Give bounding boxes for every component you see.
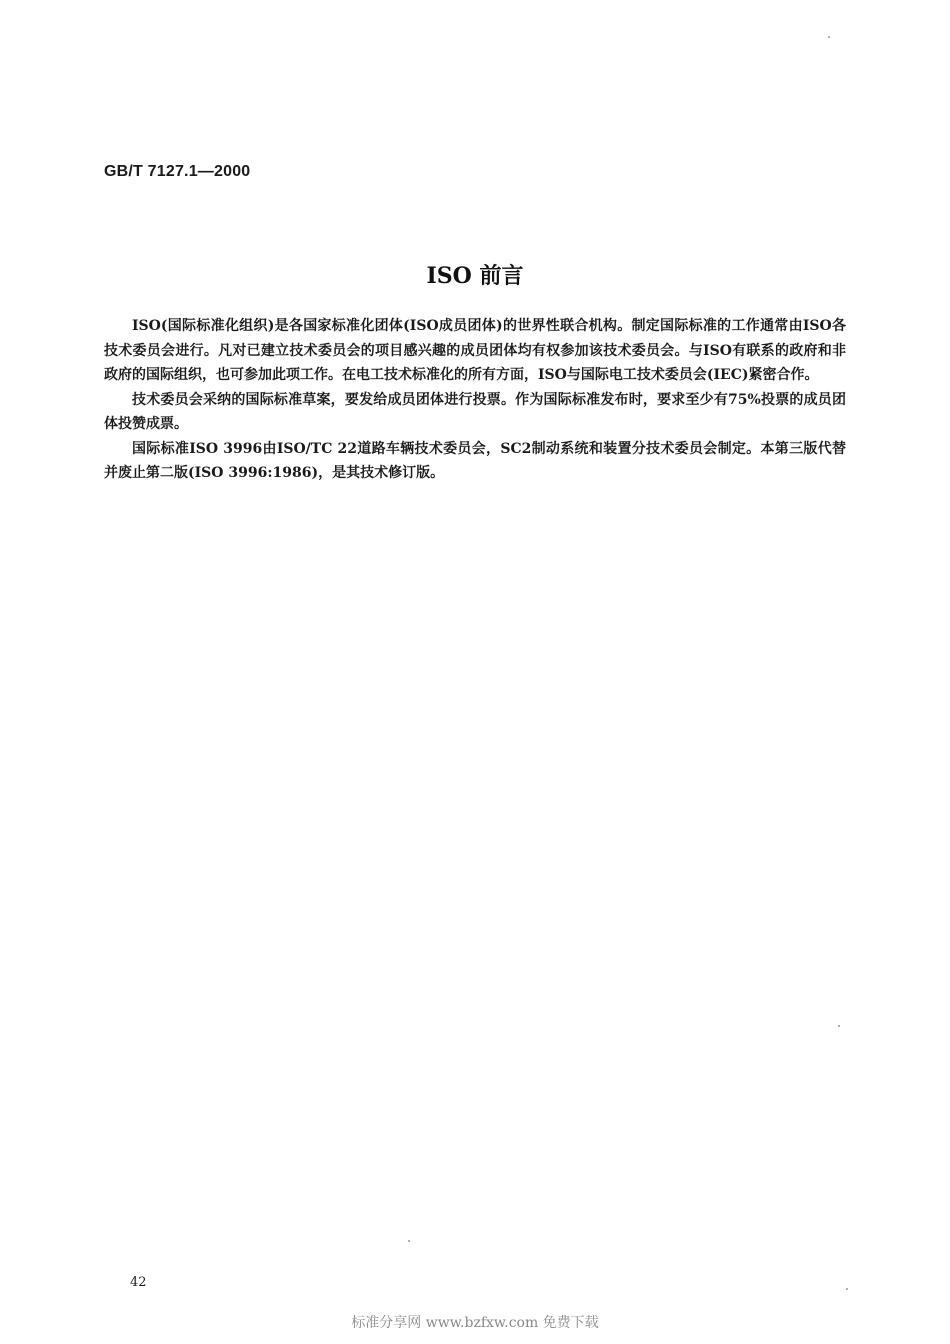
page-number: 42 <box>130 1275 147 1290</box>
paragraph-iso-organization: ISO(国际标准化组织)是各国家标准化团体(ISO成员团体)的世界性联合机构。制定国际标准的工作通常由ISO各技术委员会进行。凡对已建立技术委员会的项目感兴趣的成员团体均有权参加该技术委员会。与ISO有联系的政府和非政府的国际组织，也可参加此项工作。在电工技术标准化的所有方面，ISO与国际电工技术委员会(IEC)紧密合作。 <box>104 318 846 383</box>
paragraph-voting: 技术委员会采纳的国际标准草案，要发给成员团体进行投票。作为国际标准发布时，要求至少有75%投票的成员团体投赞成票。 <box>104 391 846 432</box>
scan-speck <box>408 1240 410 1242</box>
standard-code: GB/T 7127.1—2000 <box>104 163 251 180</box>
scan-speck <box>838 1025 840 1027</box>
scan-speck <box>828 36 830 38</box>
watermark-link[interactable]: 标准分享网 www.bzfxw.com 免费下载 <box>351 1315 599 1331</box>
paragraph-iso-3996: 国际标准ISO 3996由ISO/TC 22道路车辆技术委员会，SC2制动系统和装置分技术委员会制定。本第三版代替并废止第二版(ISO 3996:1986)，是其技术修订版。 <box>104 440 846 481</box>
scan-speck <box>846 1288 848 1290</box>
body-text <box>104 314 846 486</box>
section-title: ISO 前言 <box>426 263 524 289</box>
